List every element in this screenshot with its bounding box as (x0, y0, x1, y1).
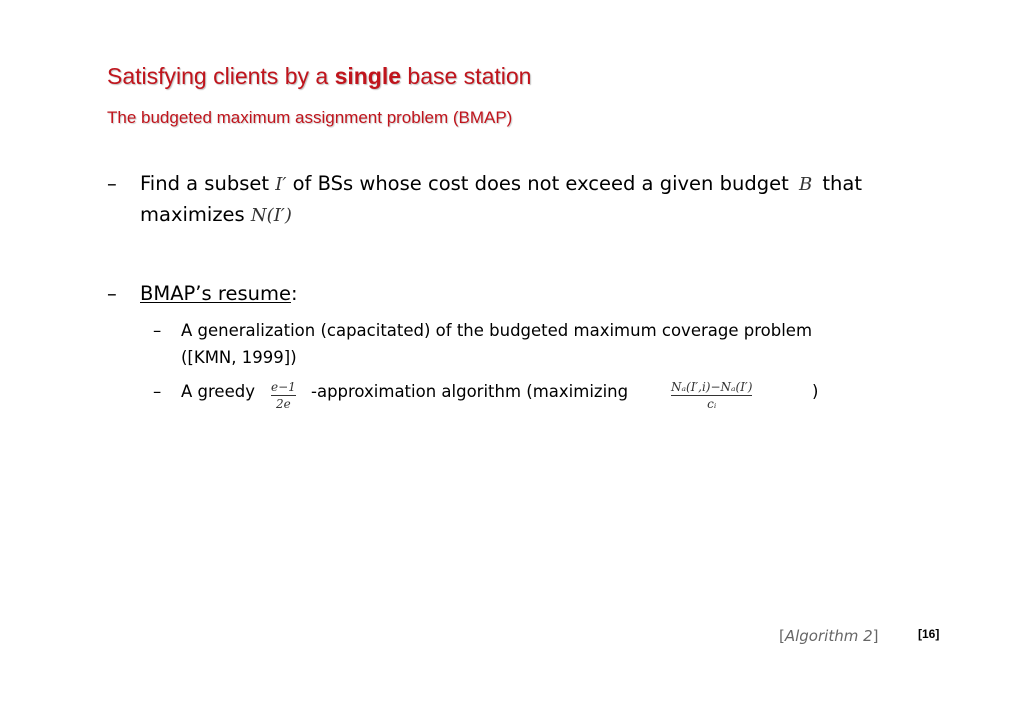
algorithm-reference-label: Algorithm 2 (784, 627, 873, 645)
fraction-1-bar (271, 395, 296, 396)
fraction-2-bar (671, 395, 752, 396)
subbullet-2-text-a: A greedy (181, 382, 255, 401)
fraction-2-denominator: cᵢ (707, 397, 717, 411)
subbullet-2-dash: – (153, 382, 162, 401)
math-i-prime: I′ (275, 174, 287, 195)
fraction-approximation-ratio (271, 380, 296, 411)
subbullet-1-dash: – (153, 321, 162, 340)
fraction-2-numerator: Nₐ(I′,i)−Nₐ(I′) (671, 380, 753, 394)
bullet-1-text-c: that (822, 172, 862, 195)
title-text-before: Satisfying clients by a (107, 63, 329, 89)
page-number: [16] (918, 627, 940, 641)
slide-title (107, 63, 531, 90)
slide-subtitle: The budgeted maximum assignment problem (BMAP) (107, 108, 513, 127)
bullet-1-text-a: Find a subset (140, 172, 269, 195)
bmap-resume-label: BMAP’s resume (140, 282, 291, 305)
fraction-1-denominator: 2e (276, 397, 291, 411)
math-n-of-i-prime: N(I′) (250, 205, 292, 226)
fraction-1-numerator: e−1 (271, 380, 296, 394)
bullet-1-text-b: of BSs whose cost does not exceed a given budget (292, 172, 789, 195)
bullet-1-line-2 (140, 203, 292, 226)
algorithm-reference (779, 627, 879, 645)
title-text-after: base station (407, 63, 532, 89)
bmap-resume-colon: : (290, 282, 298, 305)
title-text-bold: single (334, 63, 402, 89)
bullet-1-dash: – (107, 172, 117, 195)
bullet-1-line-1 (140, 172, 862, 195)
subbullet-2-text-c: ) (812, 382, 819, 401)
subbullet-1-line-1: A generalization (capacitated) of the budgeted maximum coverage problem (181, 321, 813, 340)
bullet-1-text-maximizes: maximizes (140, 203, 245, 226)
algorithm-reference-open: [ (779, 627, 785, 645)
subbullet-2-text-b: -approximation algorithm (maximizing (311, 382, 629, 401)
math-budget-b: B (798, 174, 813, 195)
bullet-2-dash: – (107, 282, 117, 305)
algorithm-reference-close: ] (872, 627, 879, 645)
subbullet-1-line-2: ([KMN, 1999]) (181, 348, 297, 367)
fraction-greedy-criterion (671, 380, 752, 411)
bullet-2-line (140, 282, 298, 305)
